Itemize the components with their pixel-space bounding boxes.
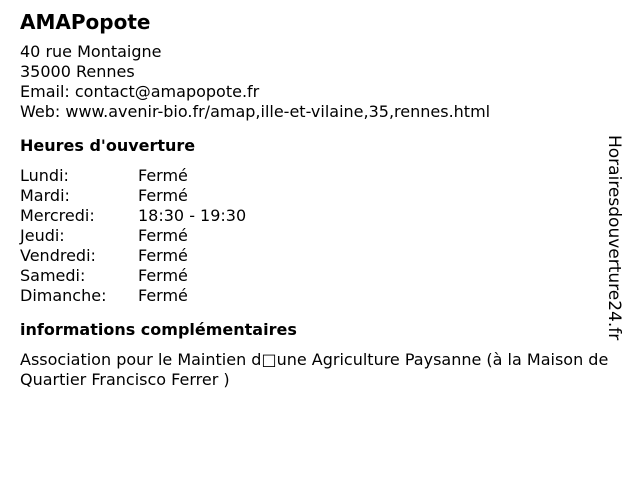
business-name: AMAPopote <box>20 10 151 34</box>
hours-table <box>20 166 632 306</box>
hours-value: Fermé <box>138 266 188 285</box>
hours-day: Jeudi: <box>20 226 65 245</box>
hours-row-friday <box>20 246 632 266</box>
business-card <box>20 10 632 390</box>
hours-value: 18:30 - 19:30 <box>138 206 247 225</box>
hours-day: Mardi: <box>20 186 70 205</box>
hours-row-monday <box>20 166 632 186</box>
hours-row-sunday <box>20 286 632 306</box>
hours-day: Samedi: <box>20 266 86 285</box>
hours-value: Fermé <box>138 226 188 245</box>
info-heading: informations complémentaires <box>20 320 297 339</box>
address-street: 40 rue Montaigne <box>20 42 162 61</box>
email-line: Email: contact@amapopote.fr <box>20 82 260 101</box>
hours-day: Lundi: <box>20 166 69 185</box>
hours-row-thursday <box>20 226 632 246</box>
hours-value: Fermé <box>138 186 188 205</box>
hours-row-saturday <box>20 266 632 286</box>
hours-day: Vendredi: <box>20 246 96 265</box>
info-text: Association pour le Maintien d□une Agriculture Paysanne (à la Maison de Quartier Francisco Ferrer ) <box>20 350 609 389</box>
hours-day: Mercredi: <box>20 206 95 225</box>
web-line: Web: www.avenir-bio.fr/amap,ille-et-vilaine,35,rennes.html <box>20 102 491 121</box>
address-city: 35000 Rennes <box>20 62 135 81</box>
hours-heading: Heures d'ouverture <box>20 136 196 155</box>
hours-value: Fermé <box>138 166 188 185</box>
hours-day: Dimanche: <box>20 286 107 305</box>
site-watermark: Horairesdouverture24.fr <box>604 135 624 341</box>
hours-row-wednesday <box>20 206 632 226</box>
hours-row-tuesday <box>20 186 632 206</box>
hours-value: Fermé <box>138 286 188 305</box>
hours-value: Fermé <box>138 246 188 265</box>
